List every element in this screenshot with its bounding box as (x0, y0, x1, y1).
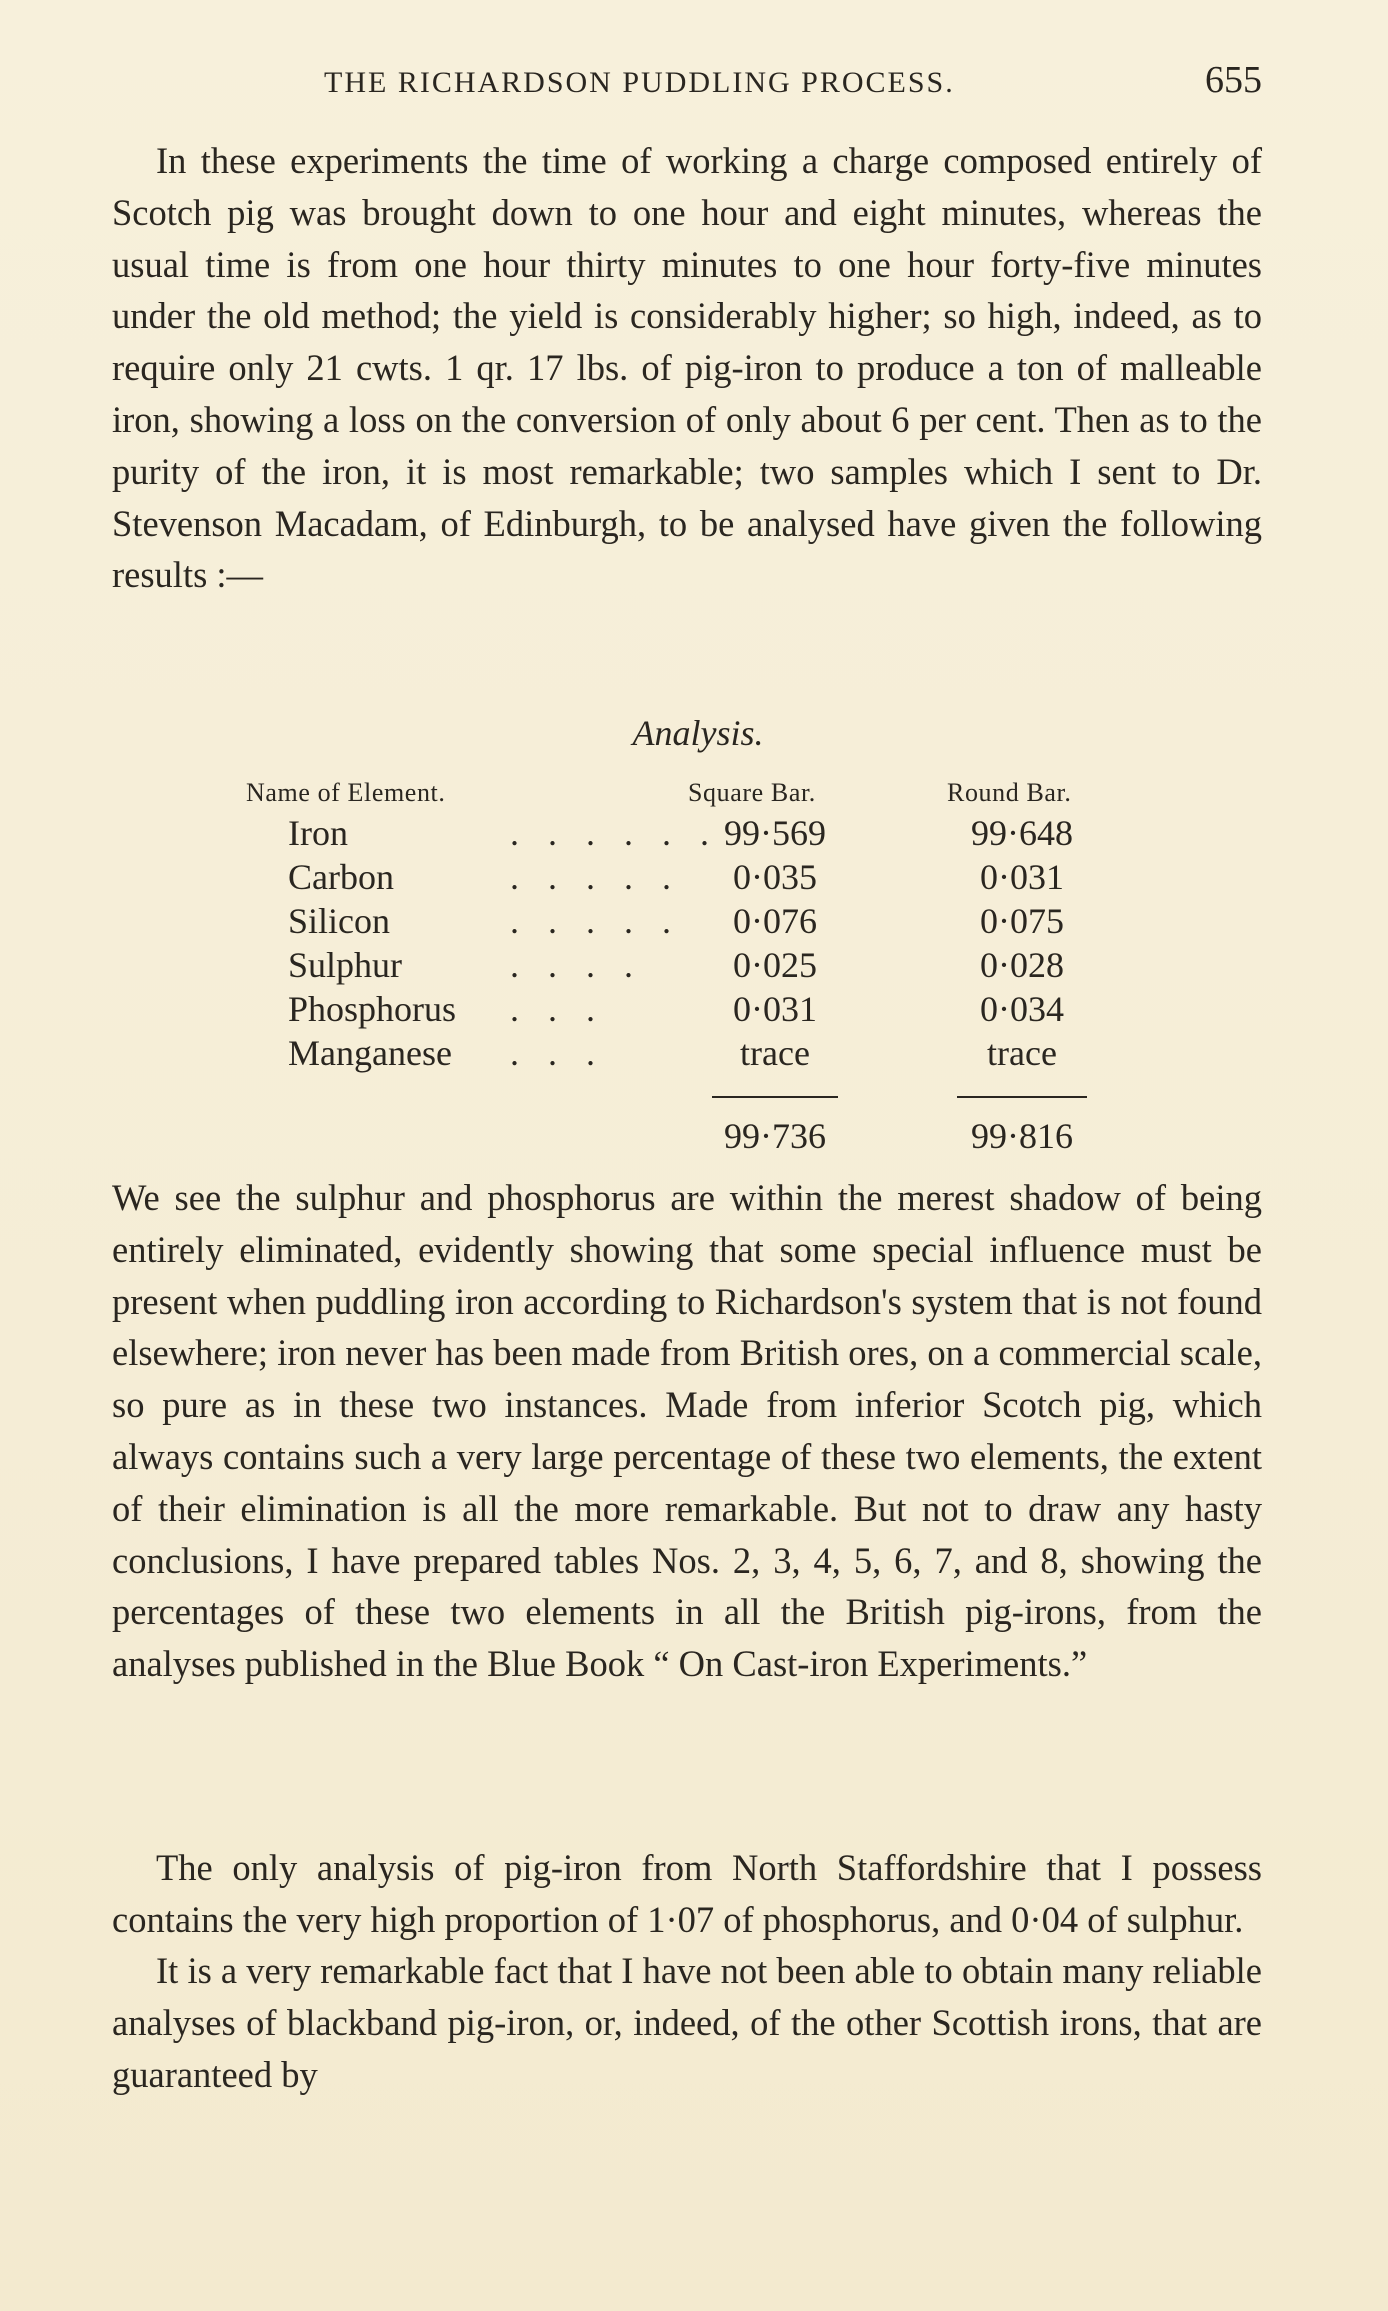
table-row (0, 856, 1388, 900)
leader-dots: . . . (510, 1033, 605, 1073)
leader-dots: . . . . . (510, 857, 681, 897)
running-head: THE RICHARDSON PUDDLING PROCESS. (324, 66, 955, 99)
round-bar-total: 99·816 (971, 1116, 1073, 1156)
element-name: Sulphur (288, 945, 403, 985)
paragraph-text: In these experiments the time of working a charge composed entirely of Scotch pig was brought down to one hour and eight minutes, whereas the usual time is from one hour thirty minutes to one hour forty-five minutes under the old method; the yield is considerably higher; so high, indeed, as to require only 21 cwts. 1 qr. 17 lbs. of pig-iron to produce a ton of malleable iron, showing a loss on the conversion of only about 6 per cent. Then as to the purity of the iron, it is most remarkable; two samples which I sent to Dr. Stevenson Macadam, of Edinburgh, to be analysed have given the following results :— (112, 140, 1262, 596)
paragraph-text: It is a very remarkable fact that I have not been able to obtain many reliable analyses of blackband pig-iron, or, indeed, of the other Scottish irons, that are guaranteed by (112, 1950, 1262, 2095)
sum-rule-round (957, 1096, 1087, 1098)
table-row (0, 944, 1388, 988)
paragraph-experiments (112, 135, 1262, 601)
round-bar-value: 0·028 (980, 945, 1064, 985)
table-row (0, 812, 1388, 856)
square-bar-value: 0·031 (733, 989, 817, 1029)
square-bar-total: 99·736 (724, 1116, 826, 1156)
paragraph-text: We see the sulphur and phosphorus are within the merest shadow of being entirely eliminated, evidently showing that some special influence must be present when puddling iron according to Richardson's system that is not found elsewhere; iron never has been made from British ores, on a commercial scale, so pure as in these two instances. Made from inferior Scotch pig, which always contains such a very large percentage of these two elements, the extent of their elimination is all the more remarkable. But not to draw any hasty conclusions, I have prepared tables Nos. 2, 3, 4, 5, 6, 7, and 8, showing the percentages of these two elements in all the British pig-irons, from the analyses published in the Blue Book “ On Cast-iron Experiments.” (112, 1177, 1262, 1685)
square-bar-value: 0·025 (733, 945, 817, 985)
page-header (112, 58, 1262, 118)
leader-dots: . . . . . (510, 901, 681, 941)
sum-rule-square (712, 1096, 838, 1098)
round-bar-value: 0·034 (980, 989, 1064, 1029)
paragraph-text: The only analysis of pig-iron from North Staffordshire that I possess contains the very high proportion of 1·07 of phosphorus, and 0·04 of sulphur. (112, 1847, 1262, 1940)
element-name: Carbon (288, 857, 394, 897)
round-bar-value: 0·031 (980, 857, 1064, 897)
header-square-bar: Square Bar. (688, 778, 816, 807)
square-bar-value: trace (740, 1033, 810, 1073)
round-bar-value: 0·075 (980, 901, 1064, 941)
leader-dots: . . . (510, 989, 605, 1029)
square-bar-value: 99·569 (724, 813, 826, 853)
round-bar-value: trace (987, 1033, 1057, 1073)
round-bar-value: 99·648 (971, 813, 1073, 853)
paragraph-elimination (112, 1172, 1262, 1690)
header-round-bar: Round Bar. (947, 778, 1072, 807)
totals-row (0, 1115, 1388, 1159)
page-number: 655 (1205, 59, 1262, 101)
element-name: Silicon (288, 901, 391, 941)
leader-dots: . . . . (510, 945, 643, 985)
paragraph-staffordshire (112, 1842, 1262, 1946)
analysis-title: Analysis. (632, 713, 764, 753)
table-row (0, 1032, 1388, 1076)
element-name: Phosphorus (288, 989, 457, 1029)
table-row (0, 900, 1388, 944)
square-bar-value: 0·035 (733, 857, 817, 897)
square-bar-value: 0·076 (733, 901, 817, 941)
header-element-name: Name of Element. (246, 778, 446, 807)
leader-dots: . . . . . . (510, 813, 719, 853)
element-name: Iron (288, 813, 348, 853)
paragraph-blackband (112, 1945, 1262, 2100)
table-row (0, 988, 1388, 1032)
element-name: Manganese (288, 1033, 452, 1073)
